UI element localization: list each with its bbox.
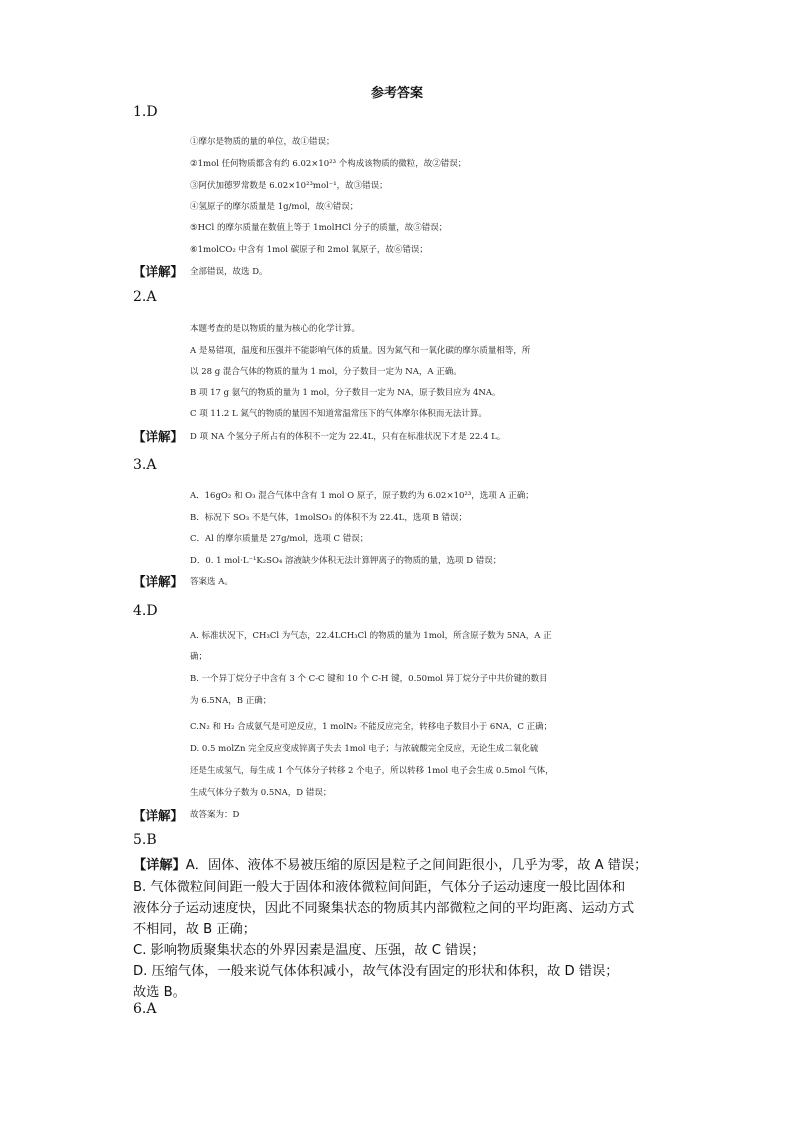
q3-line: A．16gO₂ 和 O₃ 混合气体中含有 1 mol O 原子，原子数约为 6.02×10²³，选项 A 正确； (190, 491, 534, 501)
question-1-number: 1.D (133, 104, 158, 120)
q5-line-text: A．固体、液体不易被压缩的原因是粒子之间间距很小，几乎为零，故 A 错误； (185, 858, 648, 873)
question-2-number: 2.A (133, 289, 157, 305)
q4-line: 确； (190, 652, 208, 662)
q5-detail-label: 【详解】 (133, 858, 186, 873)
question-5-number: 5.B (133, 832, 157, 848)
question-3-number: 3.A (133, 457, 157, 473)
q5-line: C. 影响物质聚集状态的外界因素是温度、压强，故 C 错误； (133, 943, 485, 958)
q2-detail-text: D 项 NA 个氢分子所占有的体积不一定为 22.4L，只有在标准状况下才是 22.4 L。 (190, 432, 506, 442)
q4-line: D. 0.5 molZn 完全反应变成锌离子失去 1mol 电子；与浓硫酸完全反应，无论生成二氧化硫 (190, 744, 539, 754)
q3-line: C．Al 的摩尔质量是 27g/mol，选项 C 错误； (190, 534, 369, 544)
q4-line: 生成气体分子数为 0.5NA，D 错误； (190, 788, 332, 798)
q5-line (133, 854, 647, 873)
page-title: 参考答案 (370, 86, 423, 101)
q5-line: D. 压缩气体，一般来说气体体积减小，故气体没有固定的形状和体积，故 D 错误； (133, 964, 619, 979)
q2-line: A 是易错项，温度和压强并不能影响气体的质量。因为氮气和一氧化碳的摩尔质量相等，所 (190, 346, 531, 356)
question-6-number: 6.A (133, 1001, 157, 1017)
q1-line: ⑤HCl 的摩尔质量在数值上等于 1molHCl 分子的质量，故⑤错误； (190, 223, 448, 233)
q5-line: 不相同，故 B 正确； (133, 922, 256, 937)
q5-line: 故选 B。 (133, 985, 186, 1000)
q1-detail-text: 全部错误，故选 D。 (190, 267, 268, 277)
q4-line: C.N₂ 和 H₂ 合成氨气是可逆反应，1 molN₂ 不能反应完全，转移电子数目小于 6NA，C 正确； (190, 722, 553, 732)
question-4-number: 4.D (133, 603, 158, 619)
q3-detail-text: 答案选 A。 (190, 577, 233, 587)
q5-line: 液体分子运动速度快，因此不同聚集状态的物质其内部微粒之间的平均距离、运动方式 (133, 901, 635, 916)
q1-line: ③阿伏加德罗常数是 6.02×10²³mol⁻¹，故③错误； (190, 181, 388, 191)
q3-line: B．标况下 SO₃ 不是气体，1molSO₃ 的体积不为 22.4L，选项 B 错误； (190, 513, 467, 523)
q2-line: 本题考查的是以物质的量为核心的化学计算。 (190, 324, 361, 334)
q4-detail-text: 故答案为：D (190, 810, 240, 820)
q3-line: D．0. 1 mol·L⁻¹K₂SO₄ 溶液缺少体积无法计算钾离子的物质的量，选项 D 错误； (190, 556, 502, 566)
q4-line: B. 一个异丁烷分子中含有 3 个 C-C 键和 10 个 C-H 键，0.50mol 异丁烷分子中共价键的数目 (190, 674, 548, 684)
q1-detail-label: 【详解】 (133, 264, 184, 279)
q4-line: A. 标准状况下，CH₃Cl 为气态，22.4LCH₃Cl 的物质的量为 1mol，所含原子数为 5NA，A 正 (190, 631, 552, 641)
q3-detail-label: 【详解】 (133, 574, 184, 589)
q4-line: 还是生成氢气，每生成 1 个气体分子转移 2 个电子，所以转移 1mol 电子会生成 0.5mol 气体， (190, 766, 554, 776)
q4-detail-label: 【详解】 (133, 808, 184, 823)
q2-line: C 项 11.2 L 氮气的物质的量因不知道常温常压下的气体摩尔体积而无法计算。 (190, 409, 487, 419)
q2-line: 以 28 g 混合气体的物质的量为 1 mol，分子数目一定为 NA，A 正确。 (190, 367, 462, 377)
q5-line: B. 气体微粒间间距一般大于固体和液体微粒间间距，气体分子运动速度一般比固体和 (133, 880, 626, 895)
q1-line: ①摩尔是物质的量的单位，故①错误； (190, 137, 335, 147)
q2-line: B 项 17 g 氨气的物质的量为 1 mol，分子数目一定为 NA，原子数目应为 4NA。 (190, 388, 501, 398)
q1-line: ②1mol 任何物质都含有约 6.02×10²³ 个构成该物质的微粒，故②错误； (190, 159, 467, 169)
q1-line: ④氢原子的摩尔质量是 1g/mol，故④错误； (190, 202, 359, 212)
q2-detail-label: 【详解】 (133, 429, 184, 444)
q4-line: 为 6.5NA，B 正确； (190, 696, 272, 706)
q1-line: ⑥1molCO₂ 中含有 1mol 碳原子和 2mol 氧原子，故⑥错误； (190, 245, 428, 255)
